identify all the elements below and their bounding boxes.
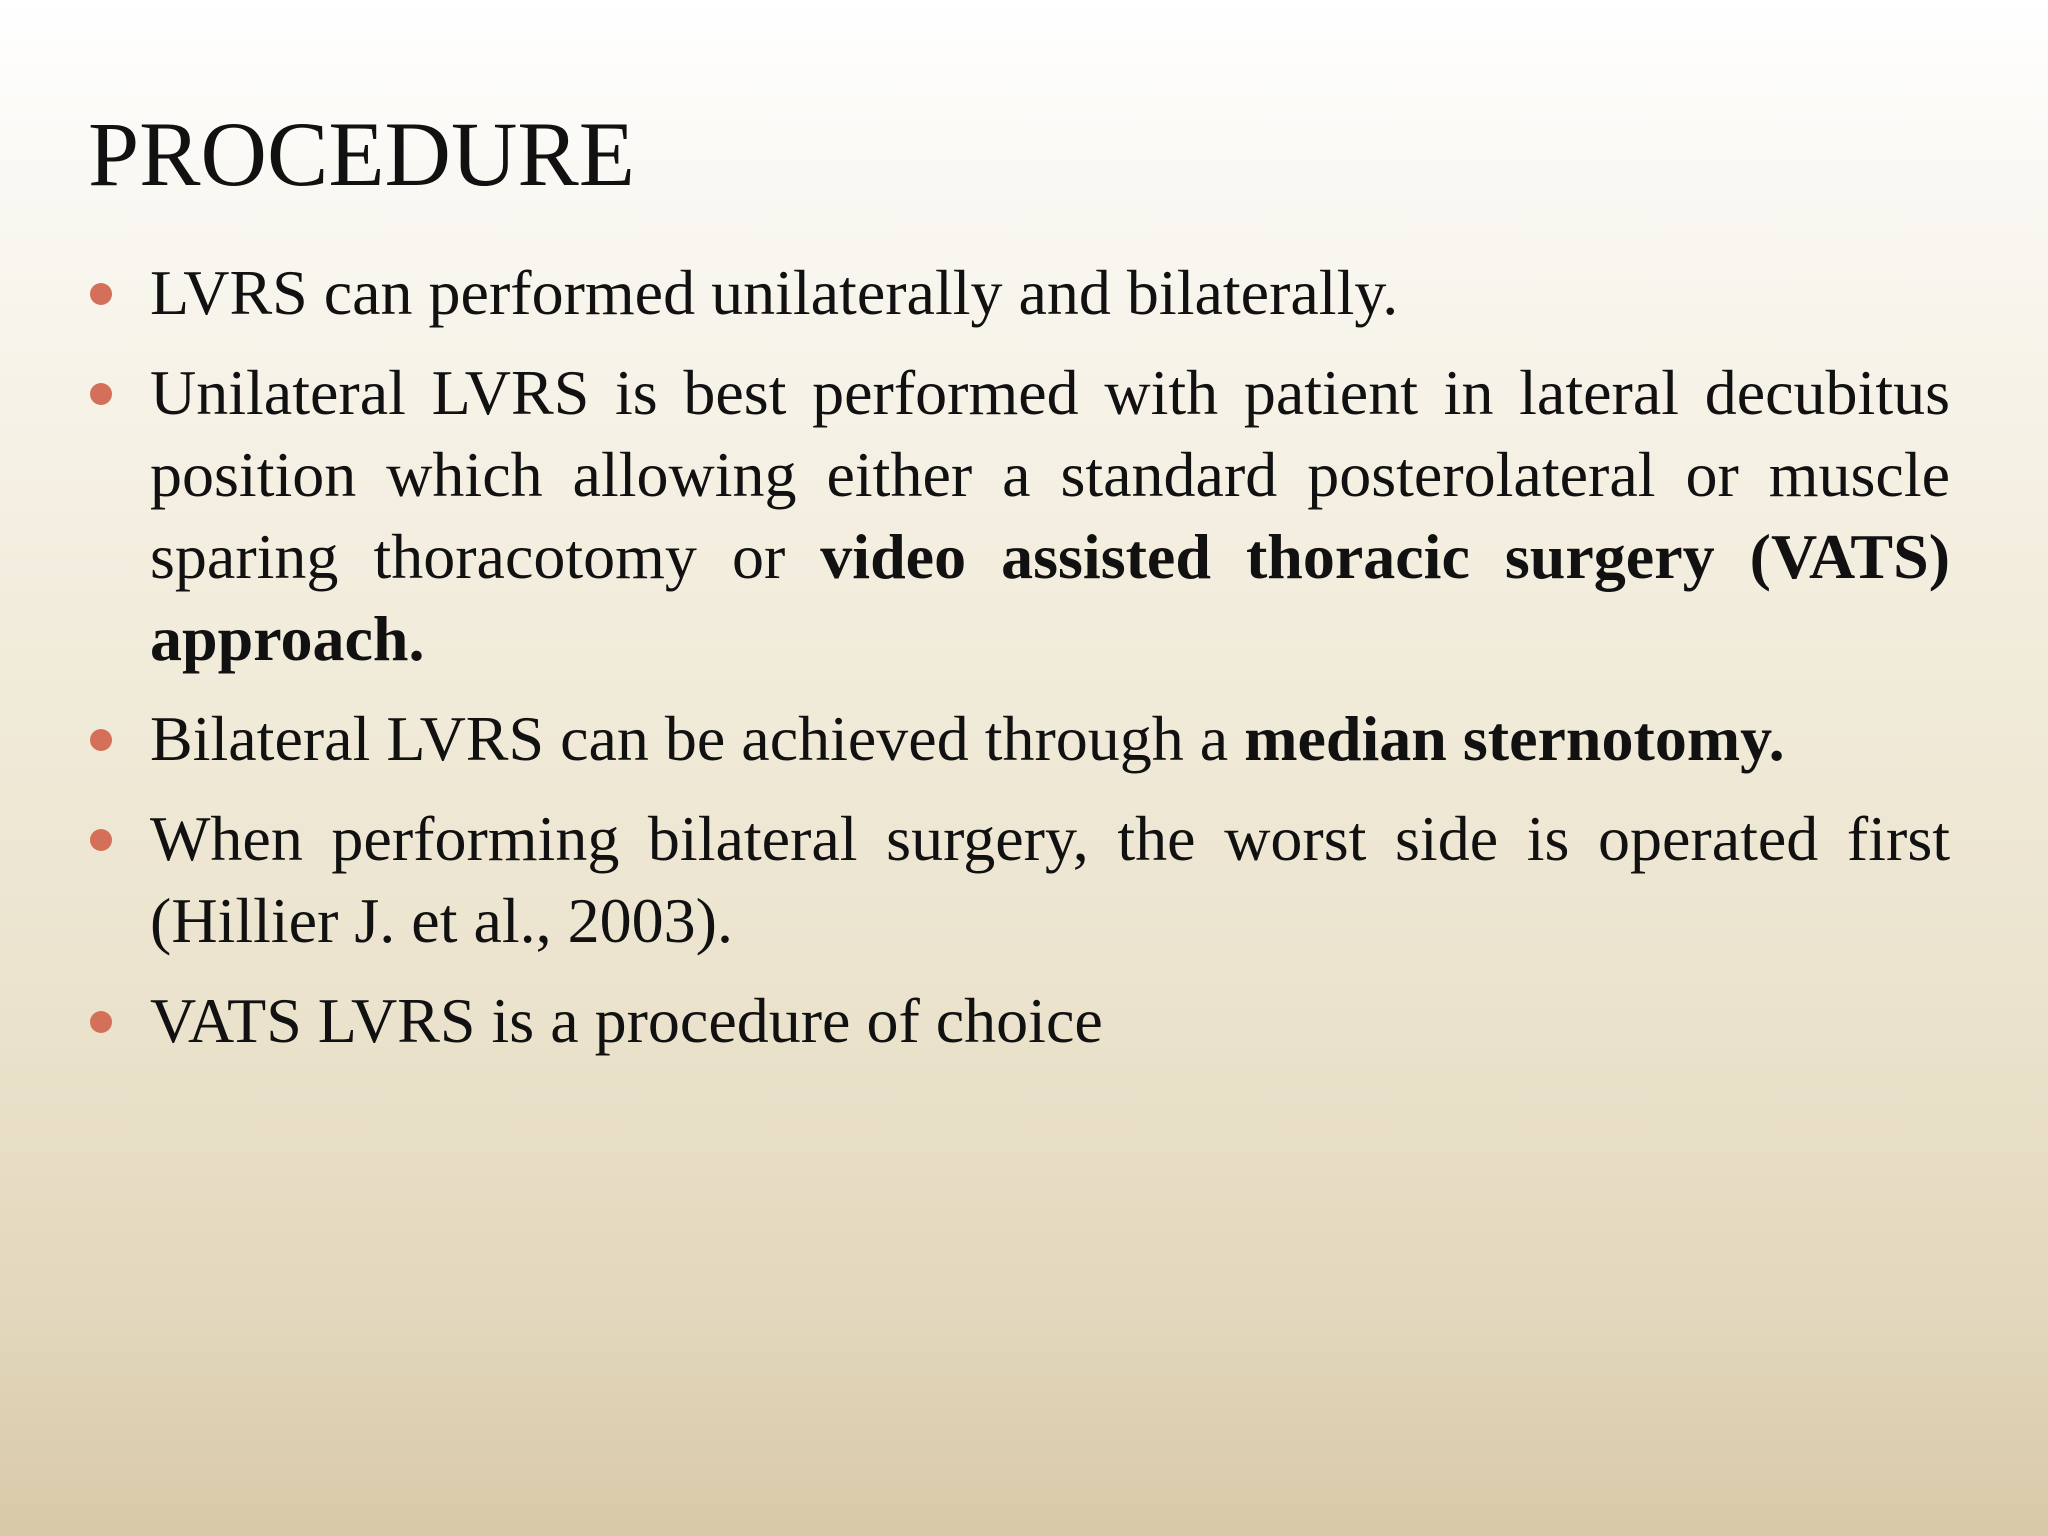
bullet-text: Unilateral LVRS is best performed with patient in lateral decubitus position which allowing either a standard posterolateral or muscle sparing thoracotomy or [150, 357, 1950, 592]
bullet-text: Bilateral LVRS can be achieved through a [150, 703, 1245, 774]
bullet-text: VATS LVRS is a procedure of choice [150, 985, 1103, 1056]
slide-title: PROCEDURE [88, 103, 635, 205]
bullet-bold-text: median sternotomy. [1244, 703, 1785, 774]
bullet-item [150, 798, 1950, 962]
bullet-item [150, 252, 1950, 334]
bullet-text: When performing bilateral surgery, the worst side is operated first (Hillier J. et al., 2003). [150, 803, 1950, 956]
bullet-item [150, 698, 1950, 780]
bullet-item [150, 980, 1950, 1062]
bullet-dot-icon [90, 383, 112, 405]
bullet-item [150, 352, 1950, 680]
bullet-dot-icon [90, 283, 112, 305]
bullet-text: LVRS can performed unilaterally and bilaterally. [150, 257, 1399, 328]
bullet-dot-icon [90, 829, 112, 851]
bullet-list [150, 252, 1950, 1080]
bullet-bold-text: video assisted thoracic surgery (VATS) approach. [150, 521, 1951, 674]
bullet-dot-icon [90, 1011, 112, 1033]
bullet-dot-icon [90, 729, 112, 751]
